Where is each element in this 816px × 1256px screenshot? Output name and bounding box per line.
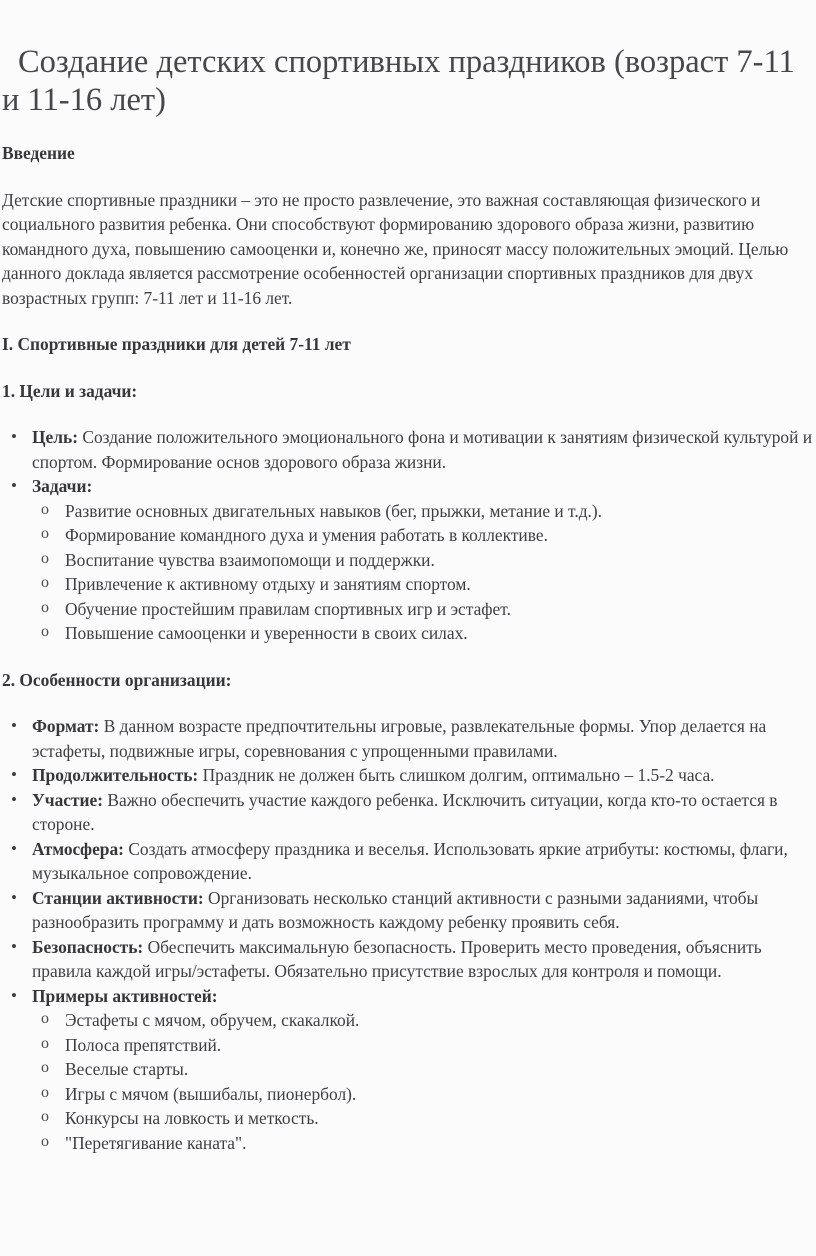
organization-item-label: Продолжительность: [32,765,199,785]
goal-item [2,425,814,474]
organization-item-text: Организовать несколько станций активности с разными заданиями, чтобы разнообразить программу и дать возможность каждому ребенку проявить себя. [32,887,759,932]
heading-introduction: Введение [2,143,75,163]
organization-item [2,837,814,886]
goal-item [2,474,814,499]
organization-item-text: Праздник не должен быть слишком долгим, оптимально – 1.5-2 часа. [202,765,715,785]
organization-item-label: Безопасность: [32,936,144,957]
organization-item-label: Станции активности: [32,887,204,908]
activity-item: o Веселые старты. [2,1057,814,1082]
activity-item: o Конкурсы на ловкость и меткость. [2,1106,814,1131]
organization-item-label: Примеры активностей: [32,985,218,1006]
organization-item [2,714,814,763]
organization-item-label: Участие: [32,789,104,810]
organization-item [2,935,814,984]
task-item: o Повышение самооценки и уверенности в своих силах. [2,621,814,646]
activity-item: o Эстафеты с мячом, обручем, скакалкой. [2,1008,814,1033]
heading-section-1: I. Спортивные праздники для детей 7-11 лет [2,334,351,354]
activity-item: o Полоса препятствий. [2,1033,814,1058]
task-item: o Воспитание чувства взаимопомощи и поддержки. [2,548,814,573]
organization-item [2,984,814,1009]
task-item: o Обучение простейшим правилам спортивных игр и эстафет. [2,597,814,622]
organization-item [2,788,814,837]
document-title: Создание детских спортивных праздников (возраст 7-11 и 11-16 лет) [2,44,795,118]
organization-item-text: Важно обеспечить участие каждого ребенка. Исключить ситуации, когда кто-то остается в стороне. [32,789,778,834]
organization-item [2,886,814,935]
intro-paragraph: Детские спортивные праздники – это не просто развлечение, это важная составляющая физического и социального развития ребенка. Они способствуют формированию здорового образа жизни, развитию командного духа, повышению самооценки и, конечно же, приносят массу положительных эмоций. Целью данного доклада является рассмотрение особенностей организации спортивных праздников для двух возрастных групп: 7-11 лет и 11-16 лет. [2,189,789,308]
heading-organization: 2. Особенности организации: [2,669,232,690]
organization-item-label: Атмосфера: [32,838,124,859]
heading-goals-tasks: 1. Цели и задачи: [2,380,138,401]
organization-list [2,714,814,1008]
organization-item [2,763,814,788]
activities-sublist [2,1008,814,1155]
task-item: o Привлечение к активному отдыху и занятиям спортом. [2,572,814,597]
organization-item-text: Создать атмосферу праздника и веселья. Использовать яркие атрибуты: костюмы, флаги, музыкальное сопровождение. [32,838,788,883]
goal-item-label: Цель: [32,427,78,447]
task-item: o Развитие основных двигательных навыков (бег, прыжки, метание и т.д.). [2,499,814,524]
tasks-sublist [2,499,814,646]
activity-item: o "Перетягивание каната". [2,1131,814,1156]
goal-item-text: Создание положительного эмоционального фона и мотивации к занятиям физической культурой и спортом. Формирование основ здорового образа жизни. [32,427,813,472]
goal-item-label: Задачи: [32,476,93,496]
organization-item-label: Формат: [32,716,100,736]
organization-item-text: Обеспечить максимальную безопасность. Проверить место проведения, объяснить правила каждой игры/эстафеты. Обязательно присутствие взрослых для контроля и помощи. [32,936,762,981]
goals-list [2,425,814,499]
task-item: o Формирование командного духа и умения работать в коллективе. [2,523,814,548]
organization-item-text: В данном возрасте предпочтительны игровые, развлекательные формы. Упор делается на эстафеты, подвижные игры, соревнования с упрощенными правилами. [32,716,767,761]
activity-item: o Игры с мячом (вышибалы, пионербол). [2,1082,814,1107]
